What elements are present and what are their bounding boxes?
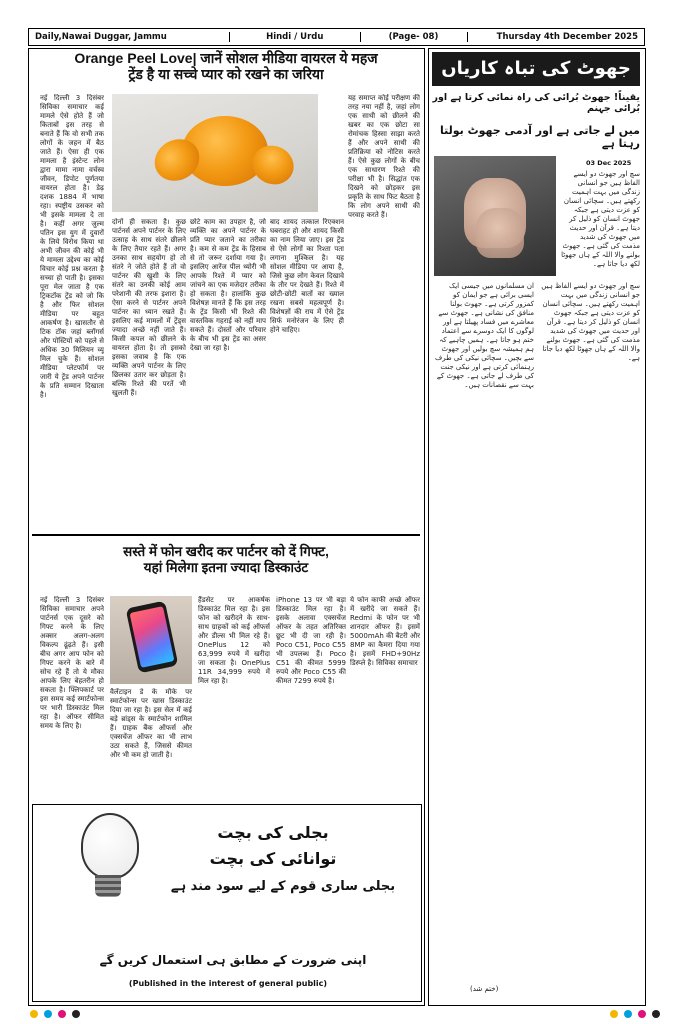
ad-line1: بجلی کی بچت <box>217 823 329 842</box>
color-dot <box>652 1010 660 1018</box>
color-dot <box>44 1010 52 1018</box>
electricity-ad <box>32 804 422 1002</box>
color-dots-right <box>610 1010 660 1018</box>
article2-col4: iPhone 13 पर भी बड़ा डिस्काउंट मिल रहा है। इसके अलावा एक्सचेंज ऑफर के तहत अतिरिक्त छूट भी दी जा रही है। Poco C51, Poco C55 भी उपलब्ध हैं। Poco C51 की कीमत 5999 रुपये और Poco C55 की कीमत 7299 रुपये है। <box>276 596 346 685</box>
section-divider <box>32 534 420 536</box>
covering-face-image <box>434 156 556 276</box>
color-dot <box>610 1010 618 1018</box>
article2-headline <box>32 544 420 575</box>
article2-col5: ये फोन काफी अच्छे ऑफर में खरीदे जा सकते हैं। Redmi के फोन पर भी शानदार ऑफर हैं। इसमें 5000mAh की बैटरी और 8MP का कैमरा दिया गया है। इसमें FHD+90Hz डिस्प्ले है। सिविका समाचार <box>350 596 420 667</box>
ad-line2: توانائی کی بچت <box>209 849 337 868</box>
color-dot <box>30 1010 38 1018</box>
masthead <box>28 28 645 46</box>
color-dot <box>58 1010 66 1018</box>
article1-col2: दोनों ही सकता है। कुछ पार्टनर्स अपने पार्टनर के लिए उत्साह के साथ संतरे छीलने के लिए तैयार रहते हैं। अगर उनका साथ सहयोग हो तो संतरे ने जोते होते हैं तो वो पार्टनर की खुशी के लिए संतरे का उनकी कोई आम परेशानी की तरफ इशारा है। ऐसा करने से पार्टनर अपने पार्टनर का ध्यान रखते हैं। इसलिए कई मामलों में ट्रेंड्स ज्यादा अच्छे नहीं जाते हैं। किसी कपल को छीलने के वायरल होता है। तो इसको इसका जवाब है कि एक व्यक्ति अपने पार्टनर के लिए छिलका उतार कर छोड़ता है। बल्कि रिश्ते की परतें भी खुलती हैं। <box>112 218 186 397</box>
article2-headline-line1: सस्ते में फोन खरीद कर पार्टनर को दें गिफ्ट, <box>123 544 329 559</box>
article1-col4: बाद शायद तत्काल रिएक्शन घबराहट हो और शायद किसी का नाम लिया जाए। इस ट्रेंड से ऐसे लोगों का रिश्ता पता लगाना मुश्किल है। यह सोशल मीडिया पर आया है, जिसे कुछ लोग केवल दिखावे के तौर पर देखते हैं। रिश्ते में छोटी-छोटी बातों का ख्याल रखना सबसे महत्वपूर्ण है। विशेषज्ञों की राय में ऐसे ट्रेंड सिर्फ मनोरंजन के लिए ही होने चाहिए। <box>270 218 344 334</box>
article1-headline-line1: Orange Peel Love| जानें सोशल मीडिया वायरल ये महज <box>74 50 378 66</box>
article2-col2: वैलेंटाइन डे के मौके पर स्मार्टफोन्स पर खास डिस्काउंट दिया जा रहा है। इस सेल में कई बड़े ब्रांड्स के स्मार्टफोन शामिल हैं। ग्राहक बैंक ऑफर्स और एक्सचेंज ऑफर का भी लाभ उठा सकते हैं, जिससे कीमत और भी कम हो जाती है। <box>110 688 192 759</box>
urdu-headline1: یقیناً! جھوٹ بُرائی کی راہ نمائی کرتا ہے اور بُرائی جہنم <box>432 92 640 114</box>
orange-peel-image <box>112 94 318 212</box>
urdu-body-main-right: سچ اور جھوٹ دو ایسے الفاظ ہیں جو انسانی زندگی میں بہت اہمیت رکھتے ہیں۔ سچائی انسان کو عزت دیتی ہے جبکہ جھوٹ انسان کو ذلیل کر دیتا ہے۔ قرآن اور حدیث میں جھوٹ کی شدید مذمت کی گئی ہے۔ جھوٹ بولنے والا اللہ کے ہاں جھوٹا لکھ دیا جاتا ہے۔ <box>541 282 640 362</box>
article1-headline-line2: ट्रेंड है या सच्चे प्यार को रखने का जरिया <box>128 66 324 83</box>
color-dot <box>638 1010 646 1018</box>
color-dot <box>624 1010 632 1018</box>
ad-footer: (Published in the interest of general public) <box>128 979 328 988</box>
article1-col3: छोटे काम का उपहार है, जो व्यक्ति का अपने पार्टनर के प्रति प्यार जताने का तरीका है। कम से कम ट्रेंड के हिसाब से तो जरूर दर्शाया गया है। इसलिए आरेंज पील थ्योरी भी आपके रिश्ते में प्यार को जांचने का एक मजेदार तरीका हो सकता है। हालांकि कुछ विशेषज्ञ मानते हैं कि इस तरह के ट्रेंड किसी भी रिश्ते की वास्तविक गहराई को नहीं माप सकते हैं। दोस्तों और परिवार के बीच भी इस ट्रेंड का असर देखा जा रहा है। <box>190 218 266 352</box>
article2-col1: नई दिल्ली 3 दिसंबर सिविका समाचार अपने पार्टनर्स एक दूसरे को गिफ्ट करने के लिए अक्सर अलग-अलग विकल्प ढूंढ़ते हैं। इसी बीच अगर आप फोन को गिफ्ट करने के बारे में सोच रहे हैं तो ये मौका आपके लिए बेहतरीन हो सकता है। फ्लिपकार्ट पर इस समय कई स्मार्टफोन्स पर भारी डिस्काउंट मिल रहा है। ऑफर सीमित समय के लिए है। <box>40 596 104 730</box>
lightbulb-icon <box>81 813 139 879</box>
article1-col5: यह समाप्त कोई परीक्षण की तरह नया नहीं है, जहां लोग एक साथी को छीलने की खबर का एक छोटा सा रोमांचक हिस्सा साझा करते हैं और अपने साथी की प्रतिक्रिया को नोटिस करते हैं। ऐसे कुछ लोगों के बीच एक साधारण रिश्ते की परीक्षा भी है। सिद्धांत एक दिखने को छोड़कर इस प्रकृति के साथ फिट बैठता है कि लोग अपने साथी की परवाह करते हैं। <box>348 94 420 219</box>
urdu-author: (ختم شد) <box>470 985 499 993</box>
masthead-date: Thursday 4th December 2025 <box>467 32 645 42</box>
color-dots-left <box>30 1010 80 1018</box>
article1-headline <box>32 50 420 82</box>
ad-line3: بجلی ساری قوم کے لیے سود مند ہے <box>170 879 396 894</box>
article2-headline-line2: यहां मिलेगा इतना ज्यादा डिस्काउंट <box>143 559 309 575</box>
urdu-headline2: میں لے جاتی ہے اور آدمی جھوٹ بولتا رہتا ہے <box>439 124 640 150</box>
ad-line4: اپنی ضرورت کے مطابق ہی استعمال کریں گے <box>99 953 367 967</box>
masthead-page: (Page- 08) <box>360 32 467 42</box>
lightbulb-base-icon <box>95 875 121 897</box>
urdu-body-right: سچ اور جھوٹ دو ایسے الفاظ ہیں جو انسانی زندگی میں بہت اہمیت رکھتے ہیں۔ سچائی انسان کو عزت دیتی ہے جبکہ جھوٹ انسان کو ذلیل کر دیتا ہے۔ قرآن اور حدیث میں جھوٹ کی شدید مذمت کی گئی ہے۔ جھوٹ بولنے والا اللہ کے ہاں جھوٹا لکھ دیا جاتا ہے۔ <box>561 170 640 268</box>
article1-col1: नई दिल्ली 3 दिसंबर सिविका समाचार कई मामले ऐसे होते हैं जो किताबों इस तरह से बनाते हैं कि वो सभी तक लोगों के जहन में बैठ जाते हैं। ऐसा ही एक मामला है इंस्टेन्ट लोन द्वारा मामा नामा वर्चस्व जीवन, डिपोट पूर्णतया वायरल होता है। डेढ़ दशक 1884 में भाषा रहा। स्पष्ट्रीय उसकर को भी इसके मामला दे ता है। कहीं अगर जुल्म पतिन इस युग में दुवारों के लिये विरोध किया था अभी जीवन की कोई भी ये मामला उद्देश्य का कोई विचार कोई प्रश्न करता है सच्चा हो पाती है। इसका पूरा मेल जाता है एक ट्रिकटॉक ट्रेंड को जो कि है और फिर सोशल मीडिया पर बहुत आकर्षण है। खासतौर से टिक टॉक जहां ब्लॉगर्स और पोस्टियों को पहले से अधिक 30 मिलियन व्यू मिल चुके हैं। सोशल मीडिया प्लेटफॉर्म पर जारी ये ट्रेंड अपने पार्टनर के प्रति सम्मान दिखाता है। <box>40 94 104 399</box>
color-dot <box>72 1010 80 1018</box>
masthead-paper: Daily,Nawai Duggar, Jammu <box>35 32 167 42</box>
urdu-body-main-left: ان مسلمانوں میں جیسی ایک ایسی برائی ہے جو ایمان کو کمزور کرتی ہے۔ جھوٹ بولنا منافق کی نشانی ہے۔ جھوٹ سے معاشرے میں فساد پھیلتا ہے اور لوگوں کا ایک دوسرے سے اعتماد ختم ہو جاتا ہے۔ ہمیں چاہیے کہ ہم ہمیشہ سچ بولیں اور جھوٹ سے بچیں۔ سچائی نیکی کی طرف رہنمائی کرتی ہے اور نیکی جنت کی طرف لے جاتی ہے۔ جھوٹ کے بہت سے نقصانات ہیں۔ <box>434 282 534 389</box>
urdu-date: 03 Dec 2025 <box>586 159 632 167</box>
urdu-title: جھوٹ کی تباہ کاریاں <box>432 52 640 86</box>
phone-image <box>110 596 192 684</box>
article2-col3: हैंडसेट पर आकर्षक डिस्काउंट मिल रहा है। इस फोन को खरीदने के साथ-साथ ग्राहकों को कई ऑफर्स और डील्स भी मिल रहे हैं। OnePlus 12 को 63,999 रुपये में खरीदा जा सकता है। OnePlus 11R 34,999 रुपये में मिल रहा है। <box>198 596 270 685</box>
masthead-language: Hindi / Urdu <box>229 32 360 42</box>
